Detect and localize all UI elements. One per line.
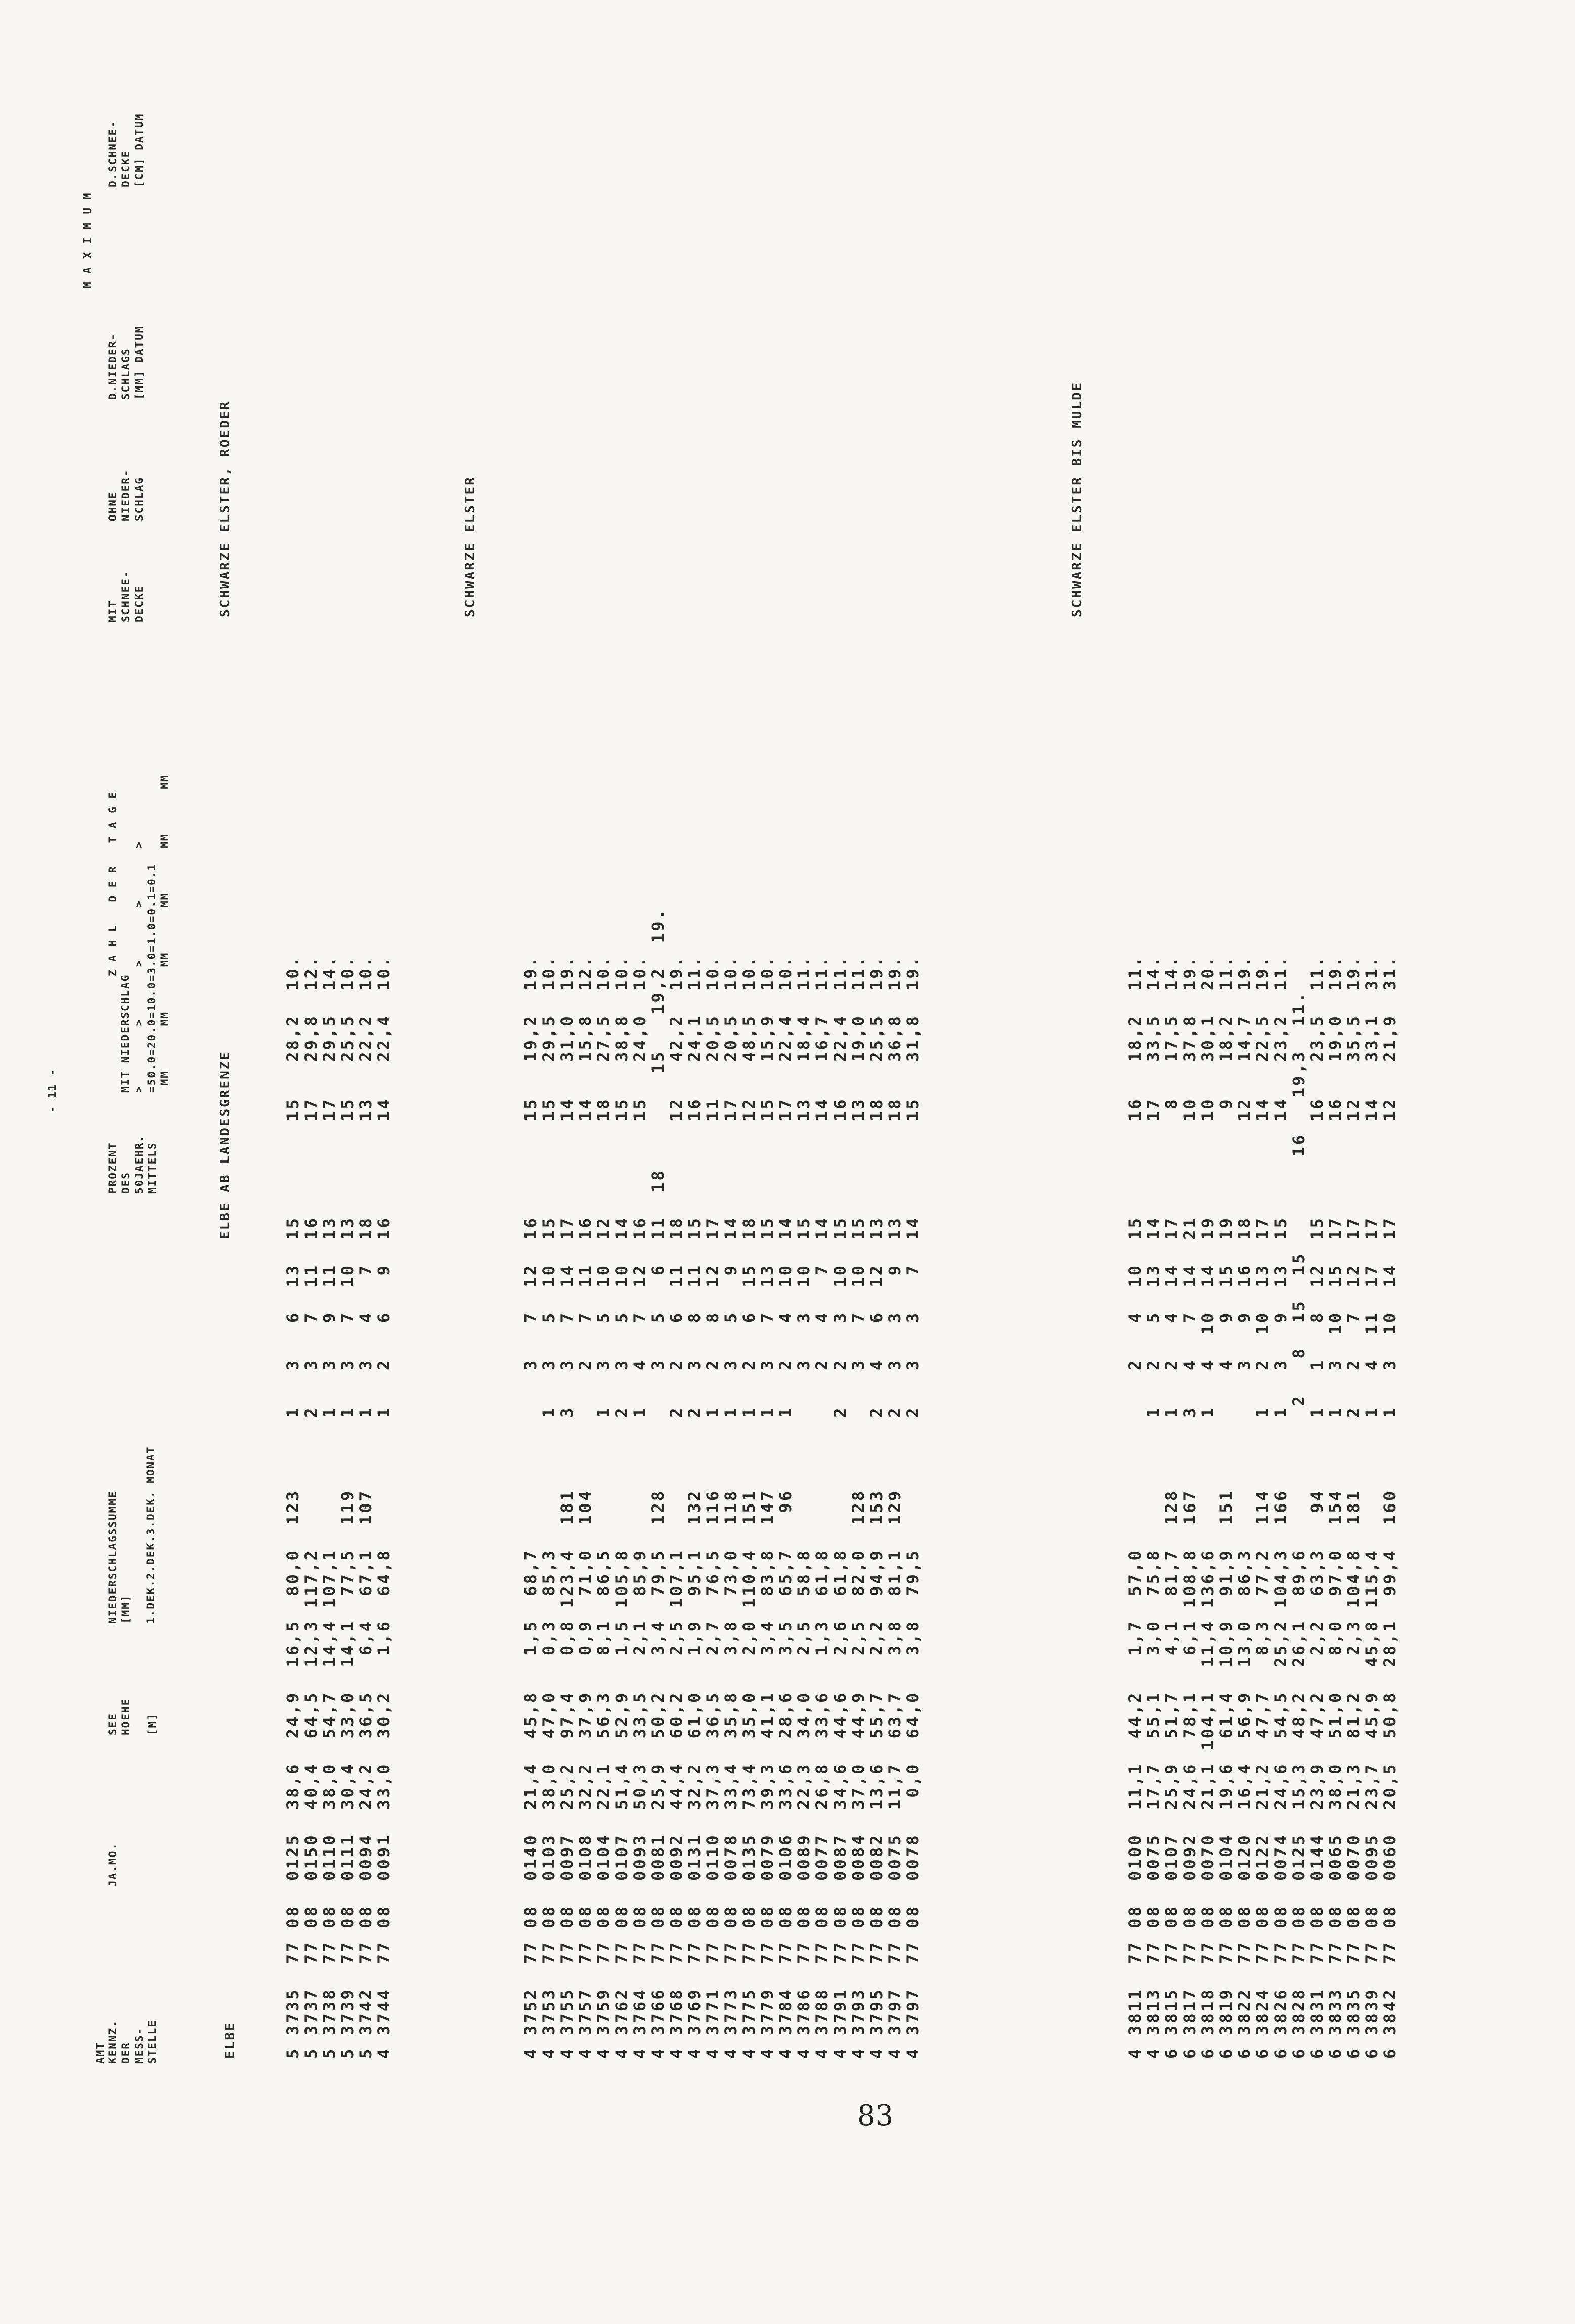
header-niederschlag-title: NIEDERSCHLAGSSUMME [MM] [107, 1490, 132, 1624]
table-row: 6 3815 77 08 0107 25,9 51,7 4,1 81,7 128 1 2 4 14 17 8 17,5 14. [1162, 955, 1181, 2059]
table-row: 6 3839 77 08 0095 23,7 45,9 45,8 115,4 1 4 11 17 17 14 33,1 31. [1362, 955, 1381, 2059]
section-label-1: ELBE AB LANDESGRENZE [217, 1050, 233, 1239]
header-max-niederschlag: D.NIEDER- SCHLAGS [MM] DATUM [107, 325, 145, 400]
table-row: 6 3828 77 08 0125 15,3 48,2 26,1 89,6 2 8 15 15 16 19,3 11. [1289, 991, 1308, 2059]
table-row: 4 3779 77 08 0079 39,3 41,1 3,4 83,8 147 1 3 7 13 15 15 15,9 10. [758, 955, 777, 2059]
table-row: 4 3773 77 08 0078 33,4 35,8 3,8 73,0 118 1 3 5 9 14 17 20,5 10. [721, 955, 740, 2059]
header-ohne: OHNE NIEDER- SCHLAG [107, 469, 145, 521]
table-row: 5 3735 77 08 0125 38,6 24,9 16,5 80,0 123 1 3 6 13 15 15 28,2 10. [283, 955, 302, 2059]
header-zahl-sub: MIT NIEDERSCHLAG > > > > > =50.0=20.0=10.0=3.0=1.0=0.1=0.1 MM MM MM MM MM MM [119, 774, 171, 1093]
table-row: 4 3791 77 08 0087 34,6 44,6 2,6 61,8 2 2 3 10 15 16 22,4 11. [830, 955, 850, 2059]
table-row: 4 3753 77 08 0103 38,0 47,0 0,3 85,3 1 3 5 10 15 15 29,5 10. [539, 955, 558, 2059]
table-row: 4 3768 77 08 0092 44,4 60,2 2,5 107,1 2 2 6 11 18 12 42,2 19. [667, 955, 686, 2059]
table-row: 4 3757 77 08 0108 32,2 37,9 0,9 71,0 104 2 7 11 16 14 15,8 12. [576, 955, 595, 2059]
table-row: 4 3811 77 08 0100 11,1 44,2 1,7 57,0 2 4 10 15 16 18,2 11. [1125, 955, 1145, 2059]
table-row: 4 3775 77 08 0135 73,4 35,0 2,0 110,4 151 1 2 6 15 18 12 48,5 10. [739, 955, 759, 2059]
table-row: 4 3771 77 08 0110 37,3 36,5 2,7 76,5 116 1 2 8 12 17 11 20,5 10. [703, 955, 722, 2059]
table-row: 6 3831 77 08 0144 23,9 47,2 2,2 63,3 94 1 1 8 12 15 16 23,5 11. [1307, 955, 1327, 2059]
header-jamo: JA.MO. [107, 1842, 119, 1887]
page-number-top: - 11 - [46, 1068, 58, 1113]
table-row: 5 3737 77 08 0150 40,4 64,5 12,3 117,2 2 3 7 11 16 17 29,8 12. [301, 955, 321, 2059]
table-row: 4 3784 77 08 0106 33,6 28,6 3,5 65,7 96 1 2 4 10 14 17 22,4 10. [776, 955, 795, 2059]
header-prozent: PROZENT DES 50JAEHR. MITTELS [107, 1134, 158, 1194]
section-right-2: SCHWARZE ELSTER [463, 476, 478, 617]
table-row: 6 3833 77 08 0065 38,0 51,0 8,0 97,0 154 1 3 10 15 17 16 19,0 19. [1326, 955, 1345, 2059]
header-zahl-title: Z A H L D E R T A G E [107, 791, 119, 976]
header-niederschlag-cols: 1.DEK.2.DEK.3.DEK. MONAT [145, 1446, 157, 1624]
header-mit-schnee: MIT SCHNEE- DECKE [107, 570, 145, 622]
table-row: 6 3842 77 08 0060 20,5 50,8 28,1 99,4 160 1 3 10 14 17 12 21,9 31. [1380, 955, 1399, 2059]
table-row: 4 3786 77 08 0089 22,3 34,0 2,5 58,8 3 3 10 15 13 18,4 11. [794, 955, 813, 2059]
table-row: 4 3759 77 08 0104 22,1 56,3 8,1 86,5 1 3 5 10 12 18 27,5 10. [594, 955, 613, 2059]
header-amt: AMT [94, 2042, 106, 2064]
table-row: 6 3817 77 08 0092 24,6 78,1 6,1 108,8 167 3 4 7 14 21 10 37,8 19. [1180, 955, 1199, 2059]
river-label: ELBE [223, 2021, 238, 2059]
table-row: 6 3835 77 08 0070 21,3 81,2 2,3 104,8 181 2 2 7 12 17 12 35,5 19. [1344, 955, 1363, 2059]
table-row: 6 3826 77 08 0074 24,6 54,5 25,2 104,3 166 1 3 9 13 15 14 23,2 11. [1271, 955, 1290, 2059]
header-see-hoehe: SEE HOEHE [M] [107, 1698, 158, 1735]
section-right-1: SCHWARZE ELSTER, ROEDER [217, 400, 233, 617]
table-row: 4 3752 77 08 0140 21,4 45,8 1,5 68,7 3 7 12 16 15 19,2 19. [521, 955, 540, 2059]
table-row: 5 3738 77 08 0110 38,0 54,7 14,4 107,1 1 3 9 11 13 17 29,5 14. [320, 955, 339, 2059]
section-right-3: SCHWARZE ELSTER BIS MULDE [1070, 381, 1085, 617]
table-row: 4 3769 77 08 0131 32,2 61,0 1,9 95,1 132 2 3 8 11 15 16 24,1 11. [685, 955, 704, 2059]
table-row: 4 3744 77 08 0091 33,0 30,2 1,6 64,8 1 2 6 9 16 14 22,4 10. [374, 955, 393, 2059]
table-row: 4 3788 77 08 0077 26,8 33,6 1,3 61,8 2 4 7 14 14 16,7 11. [812, 955, 832, 2059]
table-row: 4 3766 77 08 0081 25,9 50,2 3,4 79,5 128 3 5 6 11 18 15 19,2 19. [648, 907, 668, 2059]
table-row: 6 3818 77 08 0070 21,1 104,1 11,4 136,6 1 4 10 14 19 10 30,1 20. [1198, 955, 1217, 2059]
table-row: 5 3739 77 08 0111 30,4 33,0 14,1 77,5 119 1 3 7 10 13 15 25,5 10. [338, 955, 357, 2059]
header-maximum: M A X I M U M [81, 192, 94, 288]
table-row: 4 3755 77 08 0097 25,2 97,4 0,8 123,4 181 3 3 7 14 17 14 31,0 19. [557, 955, 577, 2059]
table-row: 4 3795 77 08 0082 13,6 55,7 2,2 94,9 153 2 4 6 12 13 18 25,5 19. [867, 955, 886, 2059]
table-row: 6 3824 77 08 0122 21,2 47,7 8,3 77,2 114 1 2 10 13 17 14 22,5 19. [1253, 955, 1272, 2059]
table-row: 6 3819 77 08 0104 19,6 61,4 10,9 91,9 151 4 9 15 19 9 18,2 11. [1216, 955, 1236, 2059]
table-row: 4 3764 77 08 0093 50,3 33,5 2,1 85,9 1 4 7 12 16 15 24,0 10. [630, 955, 649, 2059]
header-kennz: KENNZ. DER MESS- STELLE [107, 2019, 158, 2064]
table-row: 5 3742 77 08 0094 24,2 36,5 6,4 67,1 107 1 3 4 7 18 13 22,2 10. [356, 955, 375, 2059]
table-row: 4 3762 77 08 0107 51,4 52,9 1,5 105,8 2 3 5 10 14 15 38,8 10. [612, 955, 631, 2059]
table-row: 4 3797 77 08 0078 0,0 64,0 3,8 79,5 2 3 3 7 14 15 31,8 19. [903, 955, 923, 2059]
page-number-bottom: 83 [857, 2099, 894, 2132]
table-row: 4 3813 77 08 0075 17,7 55,1 3,0 75,8 1 2 5 13 14 17 33,5 14. [1144, 955, 1163, 2059]
header-max-schnee: D.SCHNEE- DECKE [CM] DATUM [107, 113, 145, 187]
table-row: 4 3793 77 08 0084 37,0 44,9 2,5 82,0 128 3 7 10 15 13 19,0 11. [849, 955, 868, 2059]
table-row: 6 3822 77 08 0120 16,4 56,9 13,0 86,3 3 9 16 18 12 14,7 19. [1235, 955, 1254, 2059]
table-row: 4 3797 77 08 0075 11,7 63,7 3,8 81,1 129 2 3 3 9 13 18 36,8 19. [885, 955, 904, 2059]
